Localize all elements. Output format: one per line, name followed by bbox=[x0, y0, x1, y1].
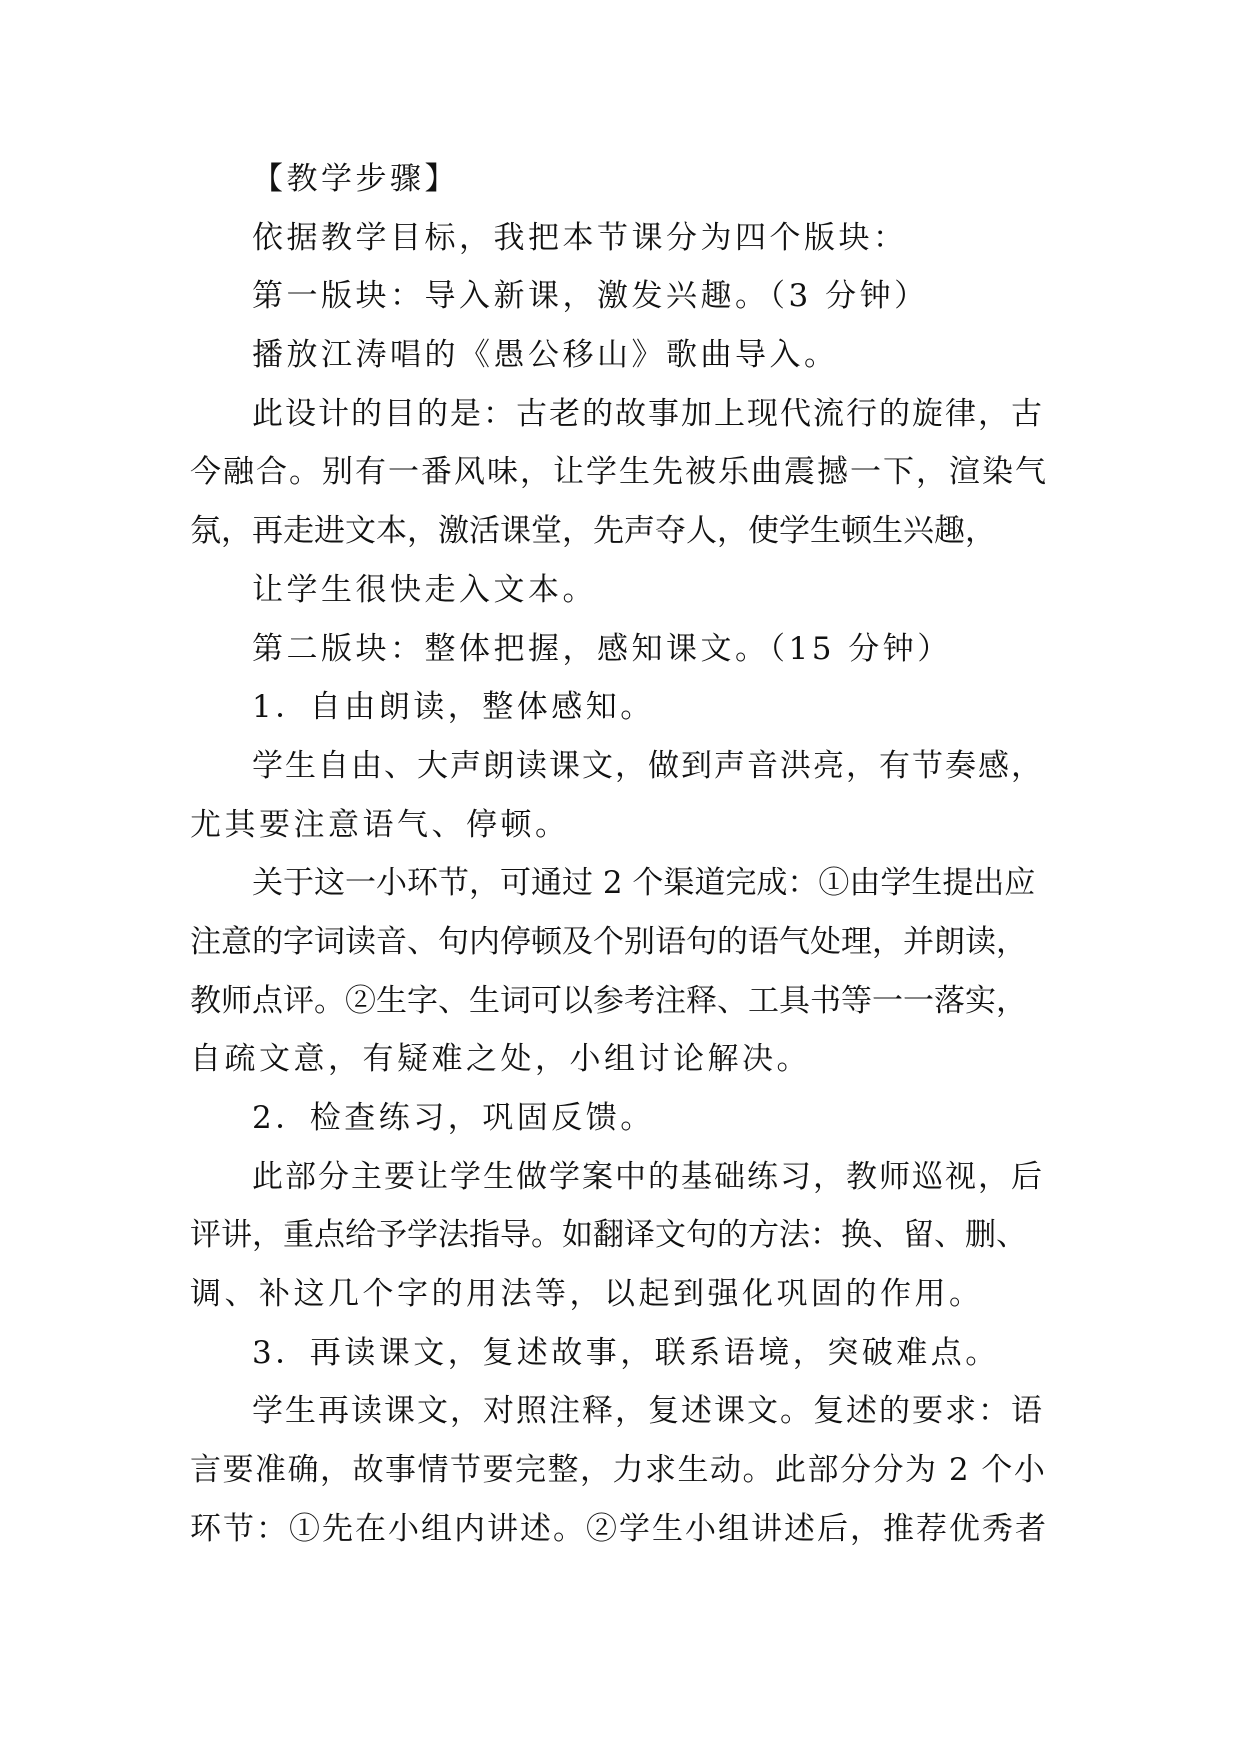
text-line: 环节：①先在小组内讲述。②学生小组讲述后，推荐优秀者 bbox=[190, 1510, 1048, 1547]
list-item-heading: 3．再读课文，复述故事，联系语境，突破难点。 bbox=[252, 1334, 1000, 1371]
text-line: 尤其要注意语气、停顿。 bbox=[190, 806, 570, 843]
text-line: 学生自由、大声朗读课文，做到声音洪亮，有节奏感， bbox=[252, 747, 1044, 784]
text-line: 播放江涛唱的《愚公移山》歌曲导入。 bbox=[252, 337, 839, 374]
document-body bbox=[190, 150, 1050, 1559]
block-heading: 第二版块：整体把握，感知课文。（15 分钟） bbox=[252, 630, 952, 667]
text-line: 氛，再走进文本，激活课堂，先声夺人，使学生顿生兴趣， bbox=[190, 513, 996, 550]
text-line: 此部分主要让学生做学案中的基础练习，教师巡视，后 bbox=[252, 1158, 1044, 1195]
text-line: 此设计的目的是：古老的故事加上现代流行的旋律，古 bbox=[252, 395, 1044, 432]
text-line: 评讲，重点给予学法指导。如翻译文句的方法：换、留、删、 bbox=[190, 1217, 1027, 1254]
text-line: 今融合。别有一番风味，让学生先被乐曲震撼一下，渲染气 bbox=[190, 454, 1048, 491]
text-line: 依据教学目标，我把本节课分为四个版块： bbox=[252, 219, 908, 256]
text-line: 调、补这几个字的用法等，以起到强化巩固的作用。 bbox=[190, 1276, 984, 1313]
list-item-heading: 2．检查练习，巩固反馈。 bbox=[252, 1100, 655, 1136]
text-line: 教师点评。②生字、生词可以参考注释、工具书等一一落实， bbox=[190, 982, 1027, 1019]
section-heading: 【教学步骤】 bbox=[252, 161, 459, 197]
text-line: 言要准确，故事情节要完整，力求生动。此部分分为 2 个小 bbox=[190, 1452, 1047, 1489]
text-line: 关于这一小环节，可通过 2 个渠道完成：①由学生提出应 bbox=[252, 865, 1036, 902]
block-heading: 第一版块：导入新课，激发兴趣。（3 分钟） bbox=[252, 278, 929, 315]
text-line: 自疏文意，有疑难之处，小组讨论解决。 bbox=[190, 1041, 811, 1078]
text-line: 学生再读课文，对照注释，复述课文。复述的要求：语 bbox=[252, 1393, 1044, 1430]
text-line: 注意的字词读音、句内停顿及个别语句的语气处理，并朗读， bbox=[190, 923, 1027, 960]
list-item-heading: 1．自由朗读，整体感知。 bbox=[252, 689, 655, 726]
text-line: 让学生很快走入文本。 bbox=[252, 571, 597, 608]
